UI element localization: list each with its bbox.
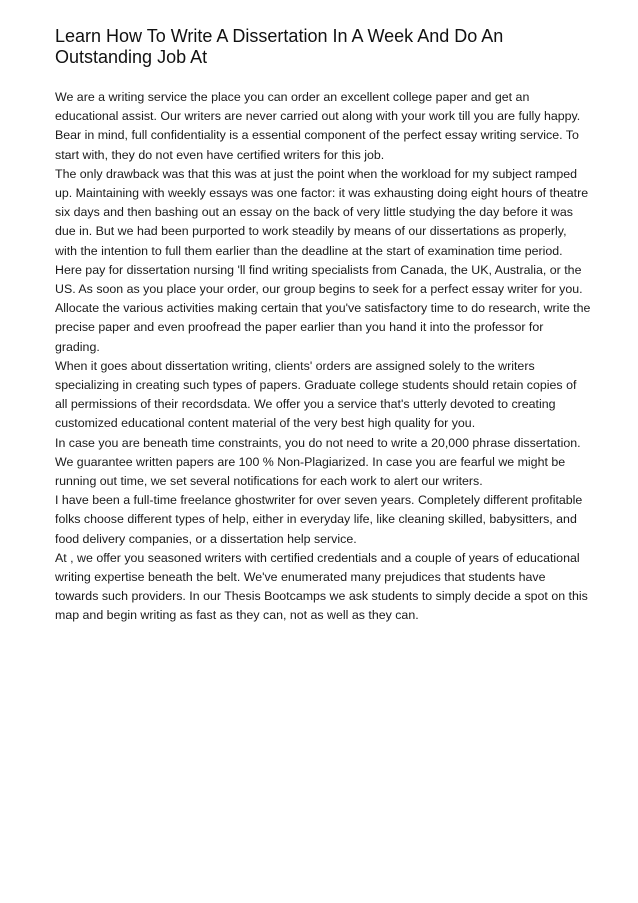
- paragraph: In case you are beneath time constraints, you do not need to write a 20,000 phrase dissertation. We guarantee written papers are 100 % Non-Plagiarized. In case you are fearful we might be running out time, we set several notifications for each work to alert our writers.: [55, 435, 581, 489]
- document-body: [55, 88, 591, 626]
- paragraph: We are a writing service the place you can order an excellent college paper and get an educational assist. Our writers are never carried out along with your work till you are fully happy. Bear in mind, full confidentiality is a essential component of the perfect essay writing service. To start with, they do not even have certified writers for this job.: [55, 90, 581, 162]
- paragraph: Here pay for dissertation nursing 'll find writing specialists from Canada, the UK, Australia, or the US. As soon as you place your order, our group begins to seek for a perfect essay writer for you. Allocate the various activities making certain that you've satisfactory time to do research, write the precise paper and even proofread the paper earlier than you hand it into the professor for grading.: [55, 262, 591, 354]
- paragraph: When it goes about dissertation writing, clients' orders are assigned solely to the writers specializing in creating such types of papers. Graduate college students should retain copies of all permissions of their recordsdata. We offer you a service that's utterly devoted to creating customized educational content material of the very best high quality for you.: [55, 358, 577, 431]
- paragraph: At , we offer you seasoned writers with certified credentials and a couple of years of educational writing expertise beneath the belt. We've enumerated many prejudices that students have towards such providers. In our Thesis Bootcamps we ask students to simply decide a spot on this map and begin writing as fast as they can, not as well as they can.: [55, 550, 588, 623]
- document-page: [55, 26, 591, 626]
- page-title: Learn How To Write A Dissertation In A Week And Do An Outstanding Job At: [55, 26, 504, 67]
- paragraph: The only drawback was that this was at just the point when the workload for my subject ramped up. Maintaining with weekly essays was one factor: it was exhausting doing eight hours of theatre six days and then bashing out an essay on the back of very little studying the day before it was due in. But we had been purported to work steadily by means of our dissertations as properly, with the intention to full them earlier than the deadline at the start of examination time period.: [55, 166, 589, 258]
- paragraph: I have been a full-time freelance ghostwriter for over seven years. Completely different profitable folks choose different types of help, either in everyday life, like cleaning skilled, babysitters, and food delivery companies, or a dissertation help service.: [55, 493, 583, 546]
